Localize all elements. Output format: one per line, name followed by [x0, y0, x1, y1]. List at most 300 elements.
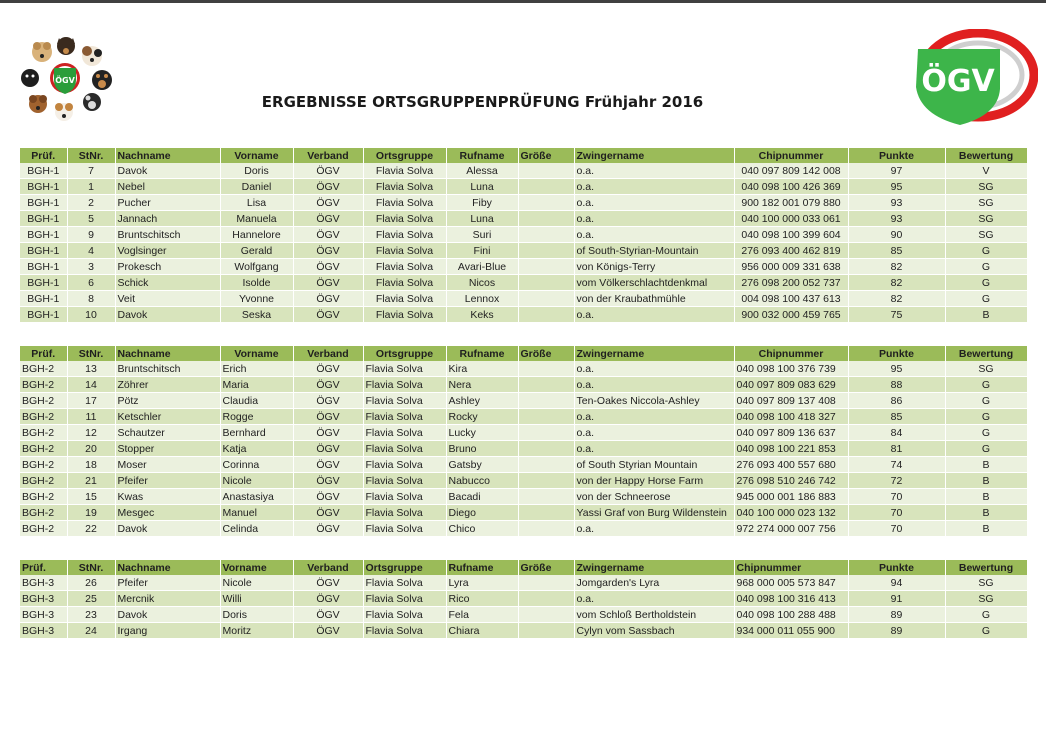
- table-row: [20, 457, 1027, 473]
- header-nachname: Nachname: [115, 346, 220, 361]
- cell-nachname: Davok: [115, 307, 220, 323]
- cell-bewertung: G: [945, 607, 1027, 623]
- dog-collage-logo-icon: [14, 32, 118, 126]
- cell-groesse: [518, 179, 574, 195]
- cell-zwingername: o.a.: [574, 441, 734, 457]
- cell-groesse: [518, 361, 574, 377]
- header-chipnummer: Chipnummer: [734, 148, 848, 163]
- cell-ortsgruppe: Flavia Solva: [363, 243, 446, 259]
- cell-groesse: [518, 575, 574, 591]
- cell-punkte: 86: [848, 393, 945, 409]
- cell-zwingername: Ten-Oakes Niccola-Ashley: [574, 393, 734, 409]
- cell-zwingername: o.a.: [574, 179, 734, 195]
- header-vorname: Vorname: [220, 560, 293, 575]
- cell-punkte: 85: [848, 409, 945, 425]
- cell-zwingername: o.a.: [574, 307, 734, 323]
- cell-ortsgruppe: Flavia Solva: [363, 275, 446, 291]
- cell-vorname: Hannelore: [220, 227, 293, 243]
- cell-verband: ÖGV: [293, 291, 363, 307]
- cell-zwingername: o.a.: [574, 591, 734, 607]
- cell-ortsgruppe: Flavia Solva: [363, 291, 446, 307]
- cell-chipnummer: 276 098 200 052 737: [734, 275, 848, 291]
- cell-nachname: Nebel: [115, 179, 220, 195]
- cell-pruef: BGH-1: [20, 243, 67, 259]
- header-zwingername: Zwingername: [574, 346, 734, 361]
- cell-zwingername: vom Völkerschlachtdenkmal: [574, 275, 734, 291]
- cell-rufname: Ashley: [446, 393, 518, 409]
- cell-chipnummer: 040 097 809 137 408: [734, 393, 848, 409]
- results-table-bgh1: [20, 148, 1028, 323]
- cell-rufname: Alessa: [446, 163, 518, 179]
- header-ortsgruppe: Ortsgruppe: [363, 346, 446, 361]
- header-verband: Verband: [293, 148, 363, 163]
- cell-pruef: BGH-2: [20, 521, 67, 537]
- cell-zwingername: o.a.: [574, 227, 734, 243]
- top-border: [0, 0, 1046, 3]
- cell-stnr: 9: [67, 227, 115, 243]
- cell-nachname: Zöhrer: [115, 377, 220, 393]
- cell-punkte: 93: [848, 195, 945, 211]
- cell-nachname: Stopper: [115, 441, 220, 457]
- cell-bewertung: G: [945, 409, 1027, 425]
- cell-punkte: 75: [848, 307, 945, 323]
- cell-groesse: [518, 591, 574, 607]
- cell-bewertung: G: [945, 623, 1027, 639]
- header-nachname: Nachname: [115, 148, 220, 163]
- cell-pruef: BGH-1: [20, 275, 67, 291]
- cell-chipnummer: 900 182 001 079 880: [734, 195, 848, 211]
- cell-ortsgruppe: Flavia Solva: [363, 163, 446, 179]
- cell-rufname: Rocky: [446, 409, 518, 425]
- cell-verband: ÖGV: [293, 377, 363, 393]
- cell-punkte: 95: [848, 179, 945, 195]
- cell-rufname: Fiby: [446, 195, 518, 211]
- cell-nachname: Bruntschitsch: [115, 361, 220, 377]
- cell-punkte: 89: [848, 607, 945, 623]
- cell-groesse: [518, 521, 574, 537]
- header-groesse: Größe: [518, 560, 574, 575]
- cell-punkte: 93: [848, 211, 945, 227]
- cell-vorname: Seska: [220, 307, 293, 323]
- cell-vorname: Katja: [220, 441, 293, 457]
- cell-pruef: BGH-2: [20, 361, 67, 377]
- cell-zwingername: Yassi Graf von Burg Wildenstein: [574, 505, 734, 521]
- cell-vorname: Doris: [220, 607, 293, 623]
- cell-nachname: Davok: [115, 521, 220, 537]
- cell-vorname: Nicole: [220, 473, 293, 489]
- cell-chipnummer: 040 100 000 023 132: [734, 505, 848, 521]
- cell-groesse: [518, 195, 574, 211]
- cell-rufname: Diego: [446, 505, 518, 521]
- cell-nachname: Davok: [115, 163, 220, 179]
- cell-ortsgruppe: Flavia Solva: [363, 211, 446, 227]
- page-title: ERGEBNISSE ORTSGRUPPENPRÜFUNG Frühjahr 2016: [261, 93, 704, 111]
- ogv-shield-logo-icon: [908, 29, 1038, 127]
- cell-pruef: BGH-1: [20, 259, 67, 275]
- table-row: [20, 361, 1027, 377]
- cell-verband: ÖGV: [293, 163, 363, 179]
- cell-stnr: 13: [67, 361, 115, 377]
- cell-zwingername: o.a.: [574, 163, 734, 179]
- cell-stnr: 26: [67, 575, 115, 591]
- table-row: [20, 243, 1027, 259]
- cell-verband: ÖGV: [293, 227, 363, 243]
- cell-pruef: BGH-3: [20, 623, 67, 639]
- header-stnr: StNr.: [67, 560, 115, 575]
- cell-rufname: Fela: [446, 607, 518, 623]
- cell-nachname: Voglsinger: [115, 243, 220, 259]
- cell-verband: ÖGV: [293, 505, 363, 521]
- cell-stnr: 19: [67, 505, 115, 521]
- cell-bewertung: B: [945, 307, 1027, 323]
- header-verband: Verband: [293, 346, 363, 361]
- cell-rufname: Luna: [446, 211, 518, 227]
- header-rufname: Rufname: [446, 346, 518, 361]
- table-row: [20, 521, 1027, 537]
- cell-vorname: Isolde: [220, 275, 293, 291]
- cell-nachname: Mesgec: [115, 505, 220, 521]
- cell-rufname: Lennox: [446, 291, 518, 307]
- cell-stnr: 25: [67, 591, 115, 607]
- cell-verband: ÖGV: [293, 307, 363, 323]
- cell-chipnummer: 040 097 809 142 008: [734, 163, 848, 179]
- header-nachname: Nachname: [115, 560, 220, 575]
- cell-zwingername: o.a.: [574, 195, 734, 211]
- table-row: [20, 195, 1027, 211]
- cell-zwingername: o.a.: [574, 409, 734, 425]
- cell-vorname: Maria: [220, 377, 293, 393]
- cell-verband: ÖGV: [293, 575, 363, 591]
- cell-bewertung: G: [945, 425, 1027, 441]
- table-row: [20, 259, 1027, 275]
- cell-stnr: 10: [67, 307, 115, 323]
- cell-ortsgruppe: Flavia Solva: [363, 623, 446, 639]
- cell-pruef: BGH-3: [20, 591, 67, 607]
- table-row: [20, 211, 1027, 227]
- cell-chipnummer: 040 100 000 033 061: [734, 211, 848, 227]
- cell-groesse: [518, 409, 574, 425]
- table-row: [20, 623, 1027, 639]
- cell-rufname: Lyra: [446, 575, 518, 591]
- cell-nachname: Bruntschitsch: [115, 227, 220, 243]
- table-row: [20, 393, 1027, 409]
- cell-stnr: 18: [67, 457, 115, 473]
- cell-pruef: BGH-2: [20, 457, 67, 473]
- cell-stnr: 2: [67, 195, 115, 211]
- cell-ortsgruppe: Flavia Solva: [363, 377, 446, 393]
- cell-ortsgruppe: Flavia Solva: [363, 307, 446, 323]
- cell-verband: ÖGV: [293, 623, 363, 639]
- table-row: [20, 591, 1027, 607]
- table-row: [20, 575, 1027, 591]
- header-verband: Verband: [293, 560, 363, 575]
- cell-rufname: Chiara: [446, 623, 518, 639]
- cell-zwingername: von der Happy Horse Farm: [574, 473, 734, 489]
- cell-chipnummer: 956 000 009 331 638: [734, 259, 848, 275]
- cell-punkte: 90: [848, 227, 945, 243]
- cell-stnr: 17: [67, 393, 115, 409]
- svg-text:ÖGV: ÖGV: [921, 64, 995, 99]
- cell-verband: ÖGV: [293, 195, 363, 211]
- cell-chipnummer: 040 098 100 221 853: [734, 441, 848, 457]
- cell-nachname: Davok: [115, 607, 220, 623]
- cell-punkte: 70: [848, 489, 945, 505]
- cell-ortsgruppe: Flavia Solva: [363, 489, 446, 505]
- cell-punkte: 82: [848, 259, 945, 275]
- cell-vorname: Manuela: [220, 211, 293, 227]
- cell-verband: ÖGV: [293, 179, 363, 195]
- cell-verband: ÖGV: [293, 591, 363, 607]
- cell-punkte: 95: [848, 361, 945, 377]
- header-pruef: Prüf.: [20, 148, 67, 163]
- cell-zwingername: von Königs-Terry: [574, 259, 734, 275]
- cell-nachname: Veit: [115, 291, 220, 307]
- cell-ortsgruppe: Flavia Solva: [363, 505, 446, 521]
- table-row: [20, 291, 1027, 307]
- cell-pruef: BGH-2: [20, 393, 67, 409]
- cell-ortsgruppe: Flavia Solva: [363, 227, 446, 243]
- cell-stnr: 15: [67, 489, 115, 505]
- cell-zwingername: of South-Styrian-Mountain: [574, 243, 734, 259]
- cell-verband: ÖGV: [293, 489, 363, 505]
- cell-zwingername: o.a.: [574, 361, 734, 377]
- cell-ortsgruppe: Flavia Solva: [363, 521, 446, 537]
- header-punkte: Punkte: [848, 560, 945, 575]
- cell-pruef: BGH-1: [20, 179, 67, 195]
- cell-pruef: BGH-1: [20, 195, 67, 211]
- cell-punkte: 91: [848, 591, 945, 607]
- cell-groesse: [518, 441, 574, 457]
- cell-groesse: [518, 473, 574, 489]
- cell-verband: ÖGV: [293, 409, 363, 425]
- header-punkte: Punkte: [848, 346, 945, 361]
- cell-stnr: 11: [67, 409, 115, 425]
- table-row: [20, 179, 1027, 195]
- cell-ortsgruppe: Flavia Solva: [363, 179, 446, 195]
- cell-pruef: BGH-2: [20, 489, 67, 505]
- cell-rufname: Avari-Blue: [446, 259, 518, 275]
- cell-rufname: Gatsby: [446, 457, 518, 473]
- cell-groesse: [518, 291, 574, 307]
- table-header-row: [20, 560, 1027, 575]
- cell-bewertung: G: [945, 441, 1027, 457]
- cell-vorname: Erich: [220, 361, 293, 377]
- cell-nachname: Ketschler: [115, 409, 220, 425]
- cell-rufname: Lucky: [446, 425, 518, 441]
- table-row: [20, 275, 1027, 291]
- cell-chipnummer: 040 097 809 136 637: [734, 425, 848, 441]
- cell-rufname: Kira: [446, 361, 518, 377]
- cell-pruef: BGH-2: [20, 441, 67, 457]
- cell-vorname: Yvonne: [220, 291, 293, 307]
- cell-rufname: Keks: [446, 307, 518, 323]
- header-vorname: Vorname: [220, 148, 293, 163]
- cell-verband: ÖGV: [293, 361, 363, 377]
- cell-groesse: [518, 211, 574, 227]
- cell-bewertung: B: [945, 457, 1027, 473]
- cell-pruef: BGH-2: [20, 505, 67, 521]
- cell-stnr: 4: [67, 243, 115, 259]
- cell-nachname: Pucher: [115, 195, 220, 211]
- cell-nachname: Jannach: [115, 211, 220, 227]
- cell-vorname: Lisa: [220, 195, 293, 211]
- cell-punkte: 70: [848, 505, 945, 521]
- cell-ortsgruppe: Flavia Solva: [363, 575, 446, 591]
- cell-chipnummer: 276 098 510 246 742: [734, 473, 848, 489]
- cell-nachname: Irgang: [115, 623, 220, 639]
- header-zwingername: Zwingername: [574, 560, 734, 575]
- cell-ortsgruppe: Flavia Solva: [363, 607, 446, 623]
- cell-groesse: [518, 243, 574, 259]
- cell-stnr: 6: [67, 275, 115, 291]
- header-punkte: Punkte: [848, 148, 945, 163]
- cell-zwingername: o.a.: [574, 521, 734, 537]
- cell-punkte: 70: [848, 521, 945, 537]
- cell-nachname: Pfeifer: [115, 575, 220, 591]
- cell-vorname: Manuel: [220, 505, 293, 521]
- cell-rufname: Rico: [446, 591, 518, 607]
- cell-pruef: BGH-2: [20, 377, 67, 393]
- header-groesse: Größe: [518, 148, 574, 163]
- cell-vorname: Bernhard: [220, 425, 293, 441]
- cell-verband: ÖGV: [293, 393, 363, 409]
- cell-stnr: 24: [67, 623, 115, 639]
- cell-bewertung: G: [945, 291, 1027, 307]
- cell-verband: ÖGV: [293, 259, 363, 275]
- cell-ortsgruppe: Flavia Solva: [363, 195, 446, 211]
- cell-zwingername: of South Styrian Mountain: [574, 457, 734, 473]
- cell-bewertung: B: [945, 489, 1027, 505]
- cell-groesse: [518, 505, 574, 521]
- cell-ortsgruppe: Flavia Solva: [363, 473, 446, 489]
- cell-stnr: 5: [67, 211, 115, 227]
- cell-ortsgruppe: Flavia Solva: [363, 457, 446, 473]
- cell-verband: ÖGV: [293, 521, 363, 537]
- results-table-bgh2: [20, 346, 1028, 537]
- cell-groesse: [518, 377, 574, 393]
- cell-punkte: 82: [848, 275, 945, 291]
- cell-chipnummer: 276 093 400 557 680: [734, 457, 848, 473]
- table-row: [20, 307, 1027, 323]
- cell-zwingername: von der Schneerose: [574, 489, 734, 505]
- cell-pruef: BGH-3: [20, 607, 67, 623]
- cell-vorname: Claudia: [220, 393, 293, 409]
- cell-stnr: 3: [67, 259, 115, 275]
- cell-chipnummer: 040 098 100 399 604: [734, 227, 848, 243]
- cell-verband: ÖGV: [293, 607, 363, 623]
- header-vorname: Vorname: [220, 346, 293, 361]
- cell-bewertung: B: [945, 521, 1027, 537]
- header-bewertung: Bewertung: [945, 148, 1027, 163]
- cell-zwingername: o.a.: [574, 377, 734, 393]
- results-table-bgh3: [20, 560, 1028, 639]
- cell-nachname: Schautzer: [115, 425, 220, 441]
- cell-ortsgruppe: Flavia Solva: [363, 409, 446, 425]
- cell-groesse: [518, 163, 574, 179]
- cell-rufname: Nicos: [446, 275, 518, 291]
- cell-bewertung: B: [945, 473, 1027, 489]
- cell-chipnummer: 934 000 011 055 900: [734, 623, 848, 639]
- cell-bewertung: SG: [945, 591, 1027, 607]
- header-ortsgruppe: Ortsgruppe: [363, 560, 446, 575]
- cell-nachname: Schick: [115, 275, 220, 291]
- cell-stnr: 1: [67, 179, 115, 195]
- cell-chipnummer: 040 098 100 316 413: [734, 591, 848, 607]
- table-row: [20, 227, 1027, 243]
- cell-bewertung: B: [945, 505, 1027, 521]
- header-rufname: Rufname: [446, 148, 518, 163]
- cell-verband: ÖGV: [293, 425, 363, 441]
- svg-text:ÖGV: ÖGV: [55, 76, 75, 85]
- cell-ortsgruppe: Flavia Solva: [363, 361, 446, 377]
- cell-zwingername: o.a.: [574, 211, 734, 227]
- cell-rufname: Suri: [446, 227, 518, 243]
- cell-chipnummer: 276 093 400 462 819: [734, 243, 848, 259]
- table-row: [20, 505, 1027, 521]
- cell-bewertung: G: [945, 259, 1027, 275]
- cell-bewertung: SG: [945, 227, 1027, 243]
- cell-punkte: 97: [848, 163, 945, 179]
- cell-stnr: 23: [67, 607, 115, 623]
- table-row: [20, 425, 1027, 441]
- cell-pruef: BGH-1: [20, 307, 67, 323]
- cell-nachname: Pötz: [115, 393, 220, 409]
- cell-ortsgruppe: Flavia Solva: [363, 259, 446, 275]
- cell-verband: ÖGV: [293, 211, 363, 227]
- cell-chipnummer: 004 098 100 437 613: [734, 291, 848, 307]
- cell-groesse: [518, 489, 574, 505]
- cell-bewertung: SG: [945, 179, 1027, 195]
- header-chipnummer: Chipnummer: [734, 346, 848, 361]
- header-pruef: Prüf.: [20, 560, 67, 575]
- cell-nachname: Mercnik: [115, 591, 220, 607]
- cell-chipnummer: 040 098 100 426 369: [734, 179, 848, 195]
- cell-rufname: Bruno: [446, 441, 518, 457]
- cell-pruef: BGH-1: [20, 211, 67, 227]
- cell-nachname: Kwas: [115, 489, 220, 505]
- cell-rufname: Luna: [446, 179, 518, 195]
- cell-chipnummer: 040 098 100 376 739: [734, 361, 848, 377]
- cell-ortsgruppe: Flavia Solva: [363, 425, 446, 441]
- header-chipnummer: Chipnummer: [734, 560, 848, 575]
- cell-vorname: Anastasiya: [220, 489, 293, 505]
- cell-vorname: Celinda: [220, 521, 293, 537]
- cell-zwingername: vom Schloß Bertholdstein: [574, 607, 734, 623]
- cell-pruef: BGH-2: [20, 409, 67, 425]
- cell-pruef: BGH-2: [20, 473, 67, 489]
- cell-vorname: Corinna: [220, 457, 293, 473]
- cell-nachname: Moser: [115, 457, 220, 473]
- cell-punkte: 94: [848, 575, 945, 591]
- cell-bewertung: SG: [945, 361, 1027, 377]
- table-row: [20, 377, 1027, 393]
- cell-vorname: Nicole: [220, 575, 293, 591]
- cell-bewertung: G: [945, 377, 1027, 393]
- cell-bewertung: G: [945, 275, 1027, 291]
- cell-punkte: 85: [848, 243, 945, 259]
- header-groesse: Größe: [518, 346, 574, 361]
- cell-vorname: Willi: [220, 591, 293, 607]
- cell-rufname: Chico: [446, 521, 518, 537]
- header-stnr: StNr.: [67, 148, 115, 163]
- cell-chipnummer: 040 097 809 083 629: [734, 377, 848, 393]
- cell-pruef: BGH-1: [20, 163, 67, 179]
- table-row: [20, 473, 1027, 489]
- header-ortsgruppe: Ortsgruppe: [363, 148, 446, 163]
- cell-pruef: BGH-1: [20, 291, 67, 307]
- table-header-row: [20, 346, 1027, 361]
- cell-chipnummer: 900 032 000 459 765: [734, 307, 848, 323]
